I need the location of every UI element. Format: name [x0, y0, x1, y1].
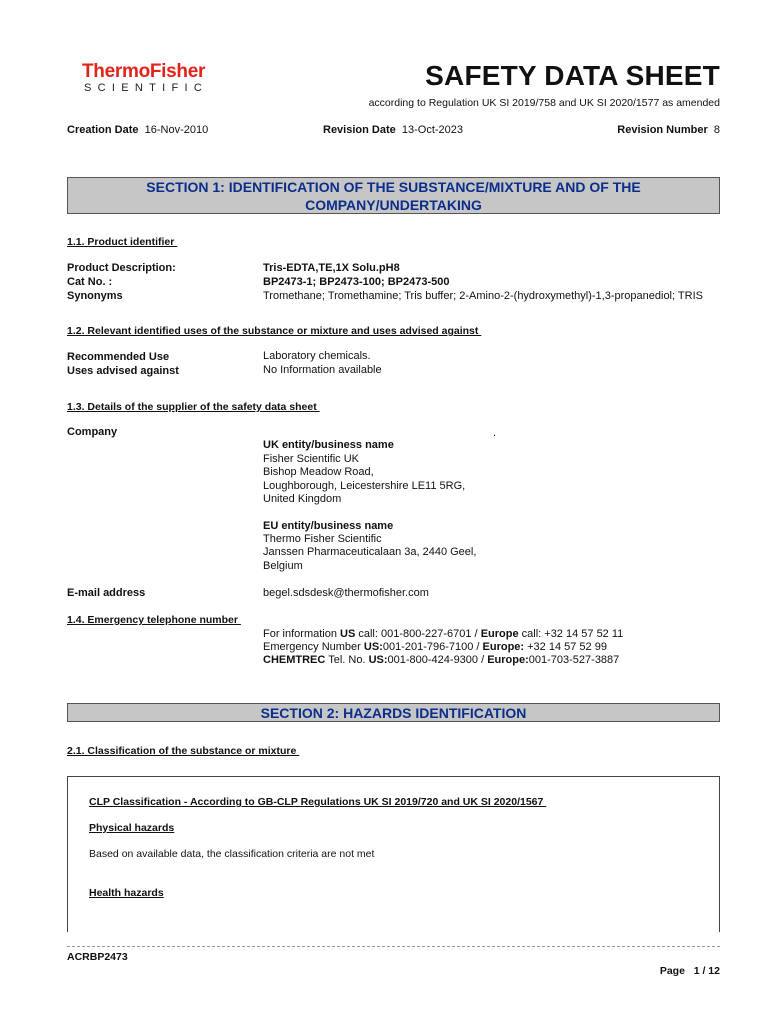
eu-address-line: Belgium	[263, 560, 303, 572]
creation-date-value: 16-Nov-2010	[144, 124, 209, 136]
email-label: E-mail address	[67, 587, 146, 599]
emergency-text: call: +32 14 57 52 11	[518, 628, 624, 640]
emergency-text: Tel. No.	[325, 654, 369, 666]
creation-date	[67, 124, 208, 136]
uk-address-line: Fisher Scientific UK	[263, 453, 359, 465]
uses-advised-against-value: No Information available	[263, 364, 382, 376]
emergency-text: +32 14 57 52 99	[524, 641, 607, 653]
uk-entity-heading: UK entity/business name	[263, 439, 394, 451]
section1-title-line1: SECTION 1: IDENTIFICATION OF THE SUBSTANCE/MIXTURE AND OF THE	[146, 179, 641, 195]
page-value: 1 / 12	[693, 965, 720, 977]
synonyms-label: Synonyms	[67, 290, 123, 302]
page-label: Page	[659, 965, 685, 977]
section1-header	[67, 177, 720, 214]
emergency-text: 001-703-527-3887	[528, 654, 620, 666]
recommended-use-value: Laboratory chemicals.	[263, 350, 371, 362]
emergency-text: Emergency Number	[263, 641, 364, 653]
recommended-use-label: Recommended Use	[67, 351, 170, 363]
chemtrec-line	[263, 654, 619, 666]
physical-hazards-heading: Physical hazards	[89, 822, 175, 834]
document-code: ACRBP2473	[67, 951, 128, 963]
email-value[interactable]: begel.sdsdesk@thermofisher.com	[263, 587, 429, 599]
footer-divider	[67, 946, 720, 947]
emergency-info-line	[263, 628, 623, 640]
uk-address-line: United Kingdom	[263, 493, 342, 505]
product-description-value: Tris-EDTA,TE,1X Solu.pH8	[263, 262, 400, 274]
emergency-region: Europe:	[482, 641, 525, 653]
company-dot: .	[493, 427, 497, 439]
logo-tagline: SCIENTIFIC	[84, 82, 209, 94]
eu-address-line: Janssen Pharmaceuticalaan 3a, 2440 Geel,	[263, 546, 477, 558]
emergency-text: 001-201-796-7100 /	[382, 641, 483, 653]
revision-number-label: Revision Number	[617, 124, 708, 136]
subsection-2-1: 2.1. Classification of the substance or mixture	[67, 745, 300, 757]
cat-no-value: BP2473-1; BP2473-100; BP2473-500	[263, 276, 450, 288]
subsection-1-3: 1.3. Details of the supplier of the safety data sheet	[67, 401, 320, 413]
emergency-region: US:	[363, 641, 383, 653]
revision-date	[323, 124, 463, 136]
subsection-1-2: 1.2. Relevant identified uses of the substance or mixture and uses advised against	[67, 325, 482, 337]
emergency-text: For information	[263, 628, 341, 640]
emergency-region: US:	[368, 654, 388, 666]
revision-number	[617, 124, 720, 136]
revision-date-label: Revision Date	[323, 124, 396, 136]
physical-hazards-text: Based on available data, the classification criteria are not met	[89, 848, 375, 860]
section2-title: SECTION 2: HAZARDS IDENTIFICATION	[260, 705, 527, 721]
document-subtitle: according to Regulation UK SI 2019/758 and UK SI 2020/1577 as amended	[368, 97, 720, 109]
synonyms-value: Tromethane; Tromethamine; Tris buffer; 2-Amino-2-(hydroxymethyl)-1,3-propanediol; TRIS	[263, 290, 703, 302]
emergency-text: call: 001-800-227-6701 /	[355, 628, 481, 640]
emergency-region: US	[340, 628, 356, 640]
revision-number-value: 8	[713, 124, 720, 136]
uk-address-line: Bishop Meadow Road,	[263, 466, 374, 478]
emergency-text: 001-800-424-9300 /	[387, 654, 488, 666]
company-label: Company	[67, 426, 118, 438]
uses-advised-against-label: Uses advised against	[67, 365, 179, 377]
health-hazards-heading: Health hazards	[89, 887, 164, 899]
clp-classification-heading: CLP Classification - According to GB-CLP Regulations UK SI 2019/720 and UK SI 2020/1567	[89, 796, 547, 808]
page-number	[660, 965, 720, 977]
eu-address-line: Thermo Fisher Scientific	[263, 533, 382, 545]
product-description-label: Product Description:	[67, 262, 176, 274]
section2-header	[67, 703, 720, 722]
emergency-region: Europe:	[487, 654, 529, 666]
emergency-region: Europe	[480, 628, 519, 640]
chemtrec-label: CHEMTREC	[263, 654, 326, 666]
subsection-1-4: 1.4. Emergency telephone number	[67, 614, 241, 626]
subsection-1-1: 1.1. Product identifier	[67, 236, 178, 248]
cat-no-label: Cat No. :	[67, 276, 113, 288]
creation-date-label: Creation Date	[67, 124, 139, 136]
logo-wordmark: ThermoFisher	[82, 61, 206, 82]
uk-address-line: Loughborough, Leicestershire LE11 5RG,	[263, 480, 466, 492]
eu-entity-heading: EU entity/business name	[263, 520, 394, 532]
section1-title-line2: COMPANY/UNDERTAKING	[305, 197, 482, 213]
revision-date-value: 13-Oct-2023	[401, 124, 464, 136]
emergency-number-line	[263, 641, 607, 653]
document-title: SAFETY DATA SHEET	[425, 60, 720, 91]
